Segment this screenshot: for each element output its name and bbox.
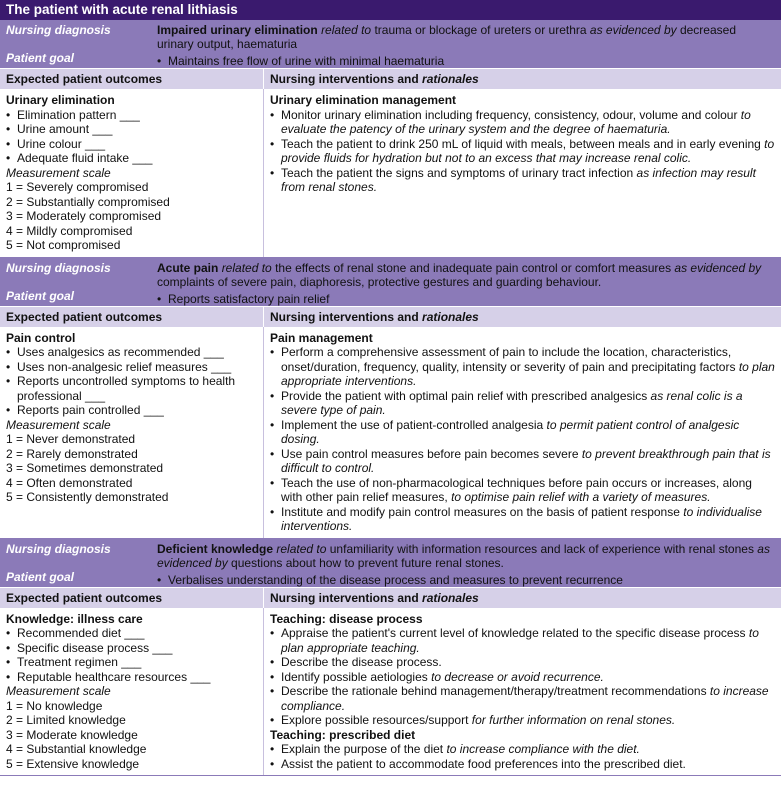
patient-goal-item: • Maintains free flow of urine with minimal haematuria: [157, 54, 775, 68]
expected-outcomes-header: Expected patient outcomes: [6, 72, 163, 86]
rationale-text: related to: [221, 260, 272, 275]
care-plan-body-row: [0, 89, 781, 258]
nursing-diagnosis-label: Nursing diagnosis: [6, 541, 111, 556]
scale-level: 5 = Extensive knowledge: [6, 756, 140, 771]
rationale-text: to individualise interventions.: [281, 504, 762, 533]
intervention-item: [270, 742, 775, 757]
intervention-item: [270, 166, 775, 195]
intervention-text: Institute and modify pain control measures on the basis of patient response: [281, 504, 684, 519]
intervention-text: Implement the use of patient-controlled analgesia: [281, 417, 547, 432]
nursing-diagnosis-text: [151, 20, 781, 51]
scale-level: 1 = No knowledge: [6, 698, 103, 713]
outcome-item: • Elimination pattern ___: [6, 108, 257, 123]
intervention-group-title: Pain management: [270, 330, 373, 345]
intervention-text: questions about how to prevent future renal stones.: [227, 555, 504, 570]
scale-level: 2 = Limited knowledge: [6, 713, 126, 727]
diagnosis-title: Impaired urinary elimination: [157, 23, 318, 37]
rationale-text: to provide fluids for hydration but not to an excess that may increase renal colic.: [281, 136, 775, 165]
intervention-item: [270, 345, 775, 389]
intervention-item: [270, 418, 775, 447]
intervention-text: trauma or blockage of ureters or urethra: [371, 23, 590, 37]
outcomes-cell: [0, 89, 263, 257]
intervention-text: Provide the patient with optimal pain relief with prescribed analgesics: [281, 388, 651, 403]
intervention-text: Assist the patient to accommodate food preferences into the prescribed diet.: [281, 756, 686, 771]
nursing-diagnosis-label: Nursing diagnosis: [6, 23, 111, 37]
interventions-cell: [263, 89, 781, 257]
rationale-text: related to: [276, 541, 327, 556]
outcome-item: • Specific disease process ___: [6, 641, 257, 656]
patient-goal-text: [151, 51, 781, 68]
outcome-item: • Urine colour ___: [6, 137, 257, 152]
intervention-text: Identify possible aetiologies: [281, 669, 432, 684]
outcomes-cell: [0, 327, 263, 538]
care-plan-body-row: [0, 327, 781, 539]
intervention-item: [270, 757, 775, 772]
outcome-item: • Reports pain controlled ___: [6, 403, 257, 418]
intervention-item: [270, 655, 775, 670]
outcome-list: [6, 345, 257, 418]
intervention-item: [270, 476, 775, 505]
rationale-text: related to: [321, 23, 372, 37]
nursing-diagnosis-band: [0, 20, 781, 68]
patient-goal-item: • Verbalises understanding of the disease process and measures to prevent recurrence: [157, 573, 775, 587]
interventions-header: [263, 307, 781, 327]
nursing-diagnosis-band: [0, 539, 781, 587]
outcome-title: Urinary elimination: [6, 93, 115, 107]
rationale-text: to decrease or avoid recurrence.: [431, 669, 604, 684]
intervention-list: [270, 345, 775, 534]
intervention-text: Perform a comprehensive assessment of pain to include the location, characteristics, onset/duration, frequency, quality, intensity or severity of pain and precipitating factors: [281, 345, 739, 374]
intervention-group-title: Teaching: disease process: [270, 611, 423, 626]
intervention-text: Appraise the patient's current level of knowledge related to the specific disease process: [281, 626, 749, 640]
rationale-text: to prevent breakthrough pain that is difficult to control.: [281, 446, 771, 475]
rationale-text: for further information on renal stones.: [471, 713, 676, 727]
interventions-header: [263, 588, 781, 608]
diagnosis-title: Acute pain: [157, 260, 219, 275]
rationale-text: as infection may result from renal stones.: [281, 165, 756, 194]
intervention-text: unfamiliarity with information resources and lack of experience with renal stones: [326, 541, 758, 556]
outcome-item: • Reputable healthcare resources ___: [6, 670, 257, 685]
rationales-header-text: rationales: [422, 590, 479, 605]
scale-level: 1 = Never demonstrated: [6, 432, 136, 446]
intervention-item: [270, 137, 775, 166]
interventions-header-text: Nursing interventions and: [270, 72, 419, 86]
rationale-text: to optimise pain relief with a variety of measures.: [451, 490, 711, 504]
intervention-item: [270, 505, 775, 534]
interventions-header: [263, 69, 781, 89]
scale-level: 2 = Substantially compromised: [6, 194, 170, 209]
outcome-item: • Treatment regimen ___: [6, 655, 257, 670]
intervention-text: Describe the rationale behind management/therapy/treatment recommendations: [281, 684, 710, 698]
outcome-item: • Urine amount ___: [6, 122, 257, 137]
intervention-item: [270, 713, 775, 728]
outcomes-cell: [0, 608, 263, 776]
intervention-item: [270, 684, 775, 713]
outcome-list: [6, 626, 257, 684]
rationale-text: to increase compliance.: [281, 684, 769, 713]
column-header-row: [0, 306, 781, 327]
rationale-text: as evidenced by: [157, 541, 770, 570]
outcome-item: • Adequate fluid intake ___: [6, 151, 257, 166]
nursing-diagnosis-text: [151, 539, 781, 570]
column-header-row: [0, 68, 781, 89]
rationales-header-text: rationales: [422, 72, 479, 86]
intervention-text: complaints of severe pain, diaphoresis, protective gestures and guarding behaviour.: [157, 274, 602, 289]
rationale-text: to permit patient control of analgesic dosing.: [281, 417, 740, 446]
page-title: The patient with acute renal lithiasis: [0, 0, 781, 20]
scale-level: 2 = Rarely demonstrated: [6, 446, 138, 461]
care-plan-body-row: [0, 608, 781, 777]
rationale-text: to evaluate the patency of the urinary system and the degree of haematuria.: [281, 107, 751, 136]
intervention-text: decreased urinary output, haematuria: [157, 23, 736, 51]
scale-level: 3 = Moderately compromised: [6, 209, 162, 223]
scale-level: 4 = Mildly compromised: [6, 223, 133, 238]
scale-level: 5 = Not compromised: [6, 238, 121, 252]
patient-goal-label: Patient goal: [6, 51, 75, 65]
scale-level: 3 = Sometimes demonstrated: [6, 461, 164, 475]
intervention-item: [270, 626, 775, 655]
outcome-item: • Recommended diet ___: [6, 626, 257, 641]
nursing-diagnosis-label: Nursing diagnosis: [6, 260, 111, 275]
outcome-item: • Uses analgesics as recommended ___: [6, 345, 257, 360]
intervention-item: [270, 389, 775, 418]
intervention-text: Use pain control measures before pain becomes severe: [281, 446, 582, 461]
measurement-scale-list: [6, 699, 257, 772]
outcome-item: • Uses non-analgesic relief measures ___: [6, 360, 257, 375]
diagnosis-title: Deficient knowledge: [157, 541, 274, 556]
intervention-text: Explain the purpose of the diet: [281, 742, 447, 756]
intervention-group-title: Urinary elimination management: [270, 93, 457, 107]
rationale-text: as evidenced by: [589, 23, 677, 37]
outcome-title: Knowledge: illness care: [6, 611, 143, 626]
rationales-header-text: rationales: [422, 309, 479, 324]
diagnosis-detail: [157, 261, 761, 289]
outcome-title: Pain control: [6, 330, 76, 345]
rationale-text: to plan appropriate teaching.: [281, 626, 759, 655]
expected-outcomes-header: Expected patient outcomes: [6, 309, 163, 324]
intervention-item: [270, 108, 775, 137]
patient-goal-text: [151, 289, 781, 306]
intervention-item: [270, 447, 775, 476]
scale-level: 3 = Moderate knowledge: [6, 727, 138, 742]
intervention-list: [270, 742, 775, 771]
intervention-item: [270, 670, 775, 685]
measurement-scale-title: Measurement scale: [6, 684, 111, 698]
scale-level: 4 = Substantial knowledge: [6, 742, 147, 756]
scale-level: 4 = Often demonstrated: [6, 475, 133, 490]
rationale-text: to increase compliance with the diet.: [446, 742, 640, 756]
nursing-diagnosis-band: [0, 258, 781, 306]
interventions-header-text: Nursing interventions and: [270, 590, 419, 605]
patient-goal-text: [151, 570, 781, 587]
intervention-text: Teach the use of non-pharmacological techniques before pain occurs or increases, along with other pain relief measures,: [281, 475, 752, 504]
patient-goal-label: Patient goal: [6, 288, 75, 303]
outcome-list: [6, 108, 257, 166]
intervention-text: the effects of renal stone and inadequate pain control or comfort measures: [271, 260, 675, 275]
measurement-scale-list: [6, 180, 257, 253]
measurement-scale-title: Measurement scale: [6, 165, 111, 180]
expected-outcomes-header: Expected patient outcomes: [6, 590, 163, 605]
rationale-text: to plan appropriate interventions.: [281, 359, 775, 388]
intervention-text: Explore possible resources/support: [281, 713, 472, 727]
intervention-text: Describe the disease process.: [281, 655, 442, 669]
interventions-header-text: Nursing interventions and: [270, 309, 419, 324]
intervention-text: Teach the patient to drink 250 mL of liquid with meals, between meals and in early evening: [281, 136, 765, 151]
rationale-text: as evidenced by: [674, 260, 762, 275]
intervention-list: [270, 626, 775, 728]
intervention-list: [270, 108, 775, 195]
intervention-text: Teach the patient the signs and symptoms of urinary tract infection: [281, 165, 637, 180]
rationale-text: as renal colic is a severe type of pain.: [281, 388, 743, 417]
column-header-row: [0, 587, 781, 608]
care-plan-sections: [0, 20, 781, 776]
measurement-scale-list: [6, 432, 257, 505]
interventions-cell: [263, 608, 781, 776]
scale-level: 5 = Consistently demonstrated: [6, 490, 169, 504]
measurement-scale-title: Measurement scale: [6, 417, 111, 432]
patient-goal-item: • Reports satisfactory pain relief: [157, 292, 775, 306]
intervention-text: Monitor urinary elimination including frequency, consistency, odour, volume and colour: [281, 107, 741, 122]
nursing-diagnosis-text: [151, 258, 781, 289]
scale-level: 1 = Severely compromised: [6, 180, 149, 194]
interventions-cell: [263, 327, 781, 538]
outcome-item: • Reports uncontrolled symptoms to health professional ___: [6, 374, 257, 403]
patient-goal-label: Patient goal: [6, 569, 75, 584]
intervention-group-title: Teaching: prescribed diet: [270, 727, 416, 742]
